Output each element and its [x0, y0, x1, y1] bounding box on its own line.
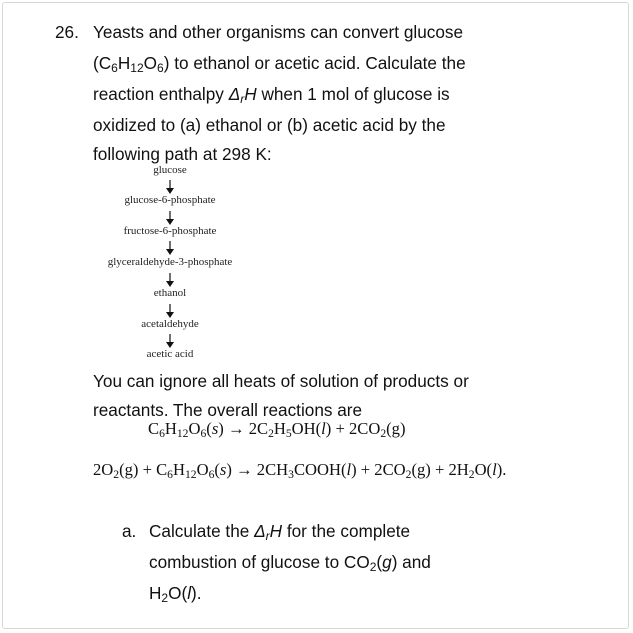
down-arrow-icon: [164, 334, 176, 348]
intro-line-2: $(C_6H_{12}O_6)$ to ethanol or acetic acid. Calculate the: [93, 53, 466, 75]
intro-line-3-tail: when 1 mol of glucose is: [261, 84, 450, 104]
intro-line-5: following path at 298 K:: [93, 144, 272, 164]
pathway-step-glyceraldehyde-3-phosphate: glyceraldehyde-3-phosphate: [107, 256, 233, 268]
pathway-step-glucose-6-phosphate: glucose-6-phosphate: [124, 194, 216, 206]
down-arrow-icon: [164, 211, 176, 225]
pathway-step-fructose-6-phosphate: fructose-6-phosphate: [123, 225, 217, 237]
intro-line-3-text: reaction enthalpy: [93, 84, 224, 104]
intro-line-2-text: to ethanol or acetic acid. Calculate the: [174, 53, 466, 73]
down-arrow-icon: [164, 241, 176, 255]
part-a-line-2: combustion of glucose to $CO_2(g)$ and: [149, 552, 431, 574]
question-number: 26.: [55, 22, 79, 42]
part-a-line-1: Calculate the $\Delta_rH$ for the complete: [149, 521, 411, 543]
pathway-step-acetaldehyde: acetaldehyde: [141, 318, 199, 330]
pathway-step-acetic-acid: acetic acid: [146, 348, 194, 360]
after-path-line-2: reactants. The overall reactions are: [93, 400, 363, 420]
pathway-step-glucose: glucose: [153, 164, 187, 176]
intro-line-1: Yeasts and other organisms can convert glucose: [93, 22, 464, 42]
after-path-line-1: You can ignore all heats of solution of products or: [93, 371, 469, 391]
down-arrow-icon: [164, 180, 176, 194]
down-arrow-icon: [164, 304, 176, 318]
pathway-step-ethanol: ethanol: [153, 287, 187, 299]
intro-line-4: oxidized to (a) ethanol or (b) acetic acid by the: [93, 115, 446, 135]
reaction-ethanol: $C_6H_{12}O_6(s) \to 2C_2H_5OH(l) + 2CO_2(g)$: [148, 419, 406, 440]
intro-line-3: [93, 79, 450, 110]
delta-h-symbol: $\Delta_rH$: [228, 84, 257, 106]
down-arrow-icon: [164, 273, 176, 287]
part-a-label: a.: [122, 521, 137, 541]
part-a-line-3: $H_2O(l)$.: [149, 583, 202, 605]
reaction-acetic-acid: $2O_2(g) + C_6H_{12}O_6(s)$ → $2CH_3COOH(l) + 2CO_2(g) + 2H_2O(l)$.: [93, 460, 507, 481]
